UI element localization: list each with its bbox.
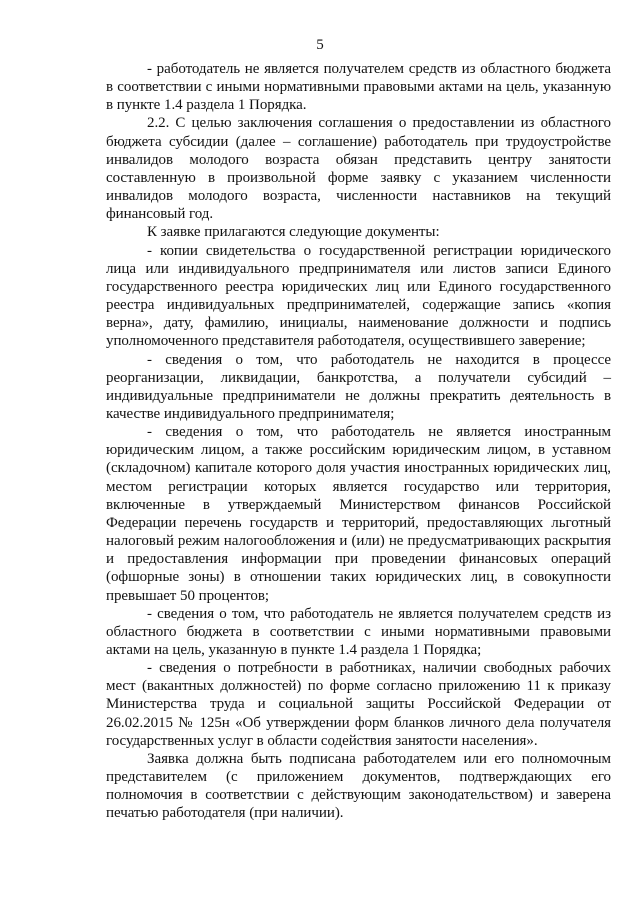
paragraph-attachments-intro: К заявке прилагаются следующие документы: — [147, 224, 440, 241]
paragraph-recipient-condition: - работодатель не является получателем средств из областного бюджета в соответствии с иными нормативными правовыми актами на цель, указанную в пункте 1.4 раздела 1 Порядка. — [106, 61, 611, 114]
paragraph-signature-requirement: Заявка должна быть подписана работодателем или его полномочным представителем (с приложением документов, подтверждающих его полномочия в соответствии с действующим законодательством) и заверена печатью работодателя (при наличии). — [106, 750, 611, 822]
page-number: 5 — [316, 37, 324, 53]
paragraph-vacancies-info: - сведения о потребности в работниках, наличии свободных рабочих мест (вакантных должностей) по форме согласно приложению 11 к приказу Министерства труда и социальной защиты Российской Федерации от 26.02.2015 № 125н «Об утверждении форм бланков личного дела получателя государственных услуг в области содействия занятости населения». — [106, 660, 611, 749]
paragraph-registration-copies: - копии свидетельства о государственной регистрации юридического лица или индивидуального предпринимателя или листов записи Единого государственного реестра юридических лиц или Единого государственного реестра индивидуальных предпринимателей, содержащие запись «копия верна», дату, фамилию, инициалы, наименование должности и подпись уполномоченного представителя работодателя, осуществившего заверение; — [106, 242, 611, 350]
paragraph-2-2-application: 2.2. С целью заключения соглашения о предоставлении из областного бюджета субсидии (далее – соглашение) работодатель при трудоустройстве инвалидов молодого возраста обязан представить центру занятости составленную в произвольной форме заявку с указанием численности инвалидов молодого возраста, численности наставников на текущий финансовый год. — [106, 115, 611, 223]
paragraph-budget-funds-info: - сведения о том, что работодатель не является получателем средств из областного бюджета в соответствии с иными нормативными правовыми актами на цель, указанную в пункте 1.4 раздела 1 Порядка; — [106, 605, 611, 658]
paragraph-foreign-entity-info: - сведения о том, что работодатель не является иностранным юридическим лицом, а также российским юридическим лицом, в уставном (складочном) капитале которого доля участия иностранных юридических лиц, местом регистрации которых является государство или территория, включенные в утверждаемый Министерством финансов Российской Федерации перечень государств и территорий, предоставляющих льготный налоговый режим налогообложения и (или) не предусматривающих раскрытия и предоставления информации при проведении финансовых операций (офшорные зоны) в отношении таких юридических лиц, в совокупности превышает 50 процентов; — [106, 424, 611, 604]
document-body — [106, 60, 611, 823]
paragraph-reorganization-info: - сведения о том, что работодатель не находится в процессе реорганизации, ликвидации, банкротства, а получатели субсидий – индивидуальные предприниматели не должны прекратить деятельность в качестве индивидуального предпринимателя; — [106, 351, 611, 422]
